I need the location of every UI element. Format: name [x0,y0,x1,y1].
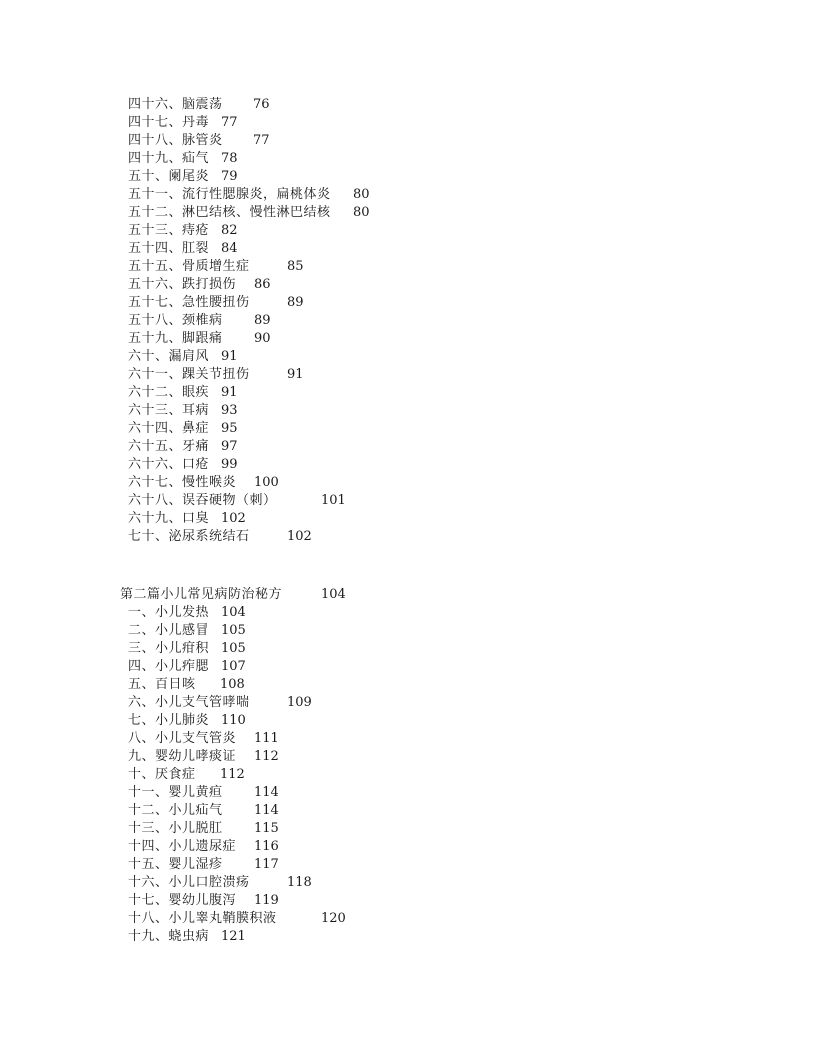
toc-entry [128,510,246,528]
toc-entry-title: 四十九、疝气 [128,151,210,166]
toc-entry [128,384,238,402]
toc-entry-page: 120 [321,911,346,926]
toc-entry-page: 101 [321,493,346,508]
toc-entry-page: 102 [221,511,246,526]
toc-entry [128,294,304,312]
toc-entry-page: 111 [254,731,279,746]
toc-entry [128,658,246,676]
toc-entry-title: 五十九、脚跟痛 [128,331,223,346]
toc-entry-page: 76 [253,97,270,112]
toc-entry-page: 104 [221,605,246,620]
toc-entry-title: 四十八、脉管炎 [128,133,223,148]
toc-entry [128,168,238,186]
toc-entry [128,114,238,132]
toc-entry-page: 99 [221,457,238,472]
toc-entry-title: 六、小儿支气管哮喘 [128,695,250,710]
toc-entry-page: 110 [221,713,246,728]
toc-entry-title: 五十二、淋巴结核、慢性淋巴结核 [128,205,331,220]
toc-entry-page: 107 [221,659,246,674]
toc-entry-page: 89 [287,295,304,310]
toc-entry-title: 六十四、鼻症 [128,421,210,436]
toc-entry-page: 121 [221,929,246,944]
toc-entry-title: 一、小儿发热 [128,605,210,620]
toc-entry [128,222,238,240]
toc-entry-page: 109 [287,695,312,710]
toc-entry-title: 四十七、丹毒 [128,115,210,130]
toc-entry-title: 七、小儿肺炎 [128,713,210,728]
toc-entry [128,420,238,438]
toc-entry [128,874,312,892]
toc-entry [128,492,346,510]
toc-entry-page: 85 [287,259,304,274]
toc-entry-page: 91 [287,367,304,382]
toc-entry-page: 112 [220,767,245,782]
toc-entry-page: 102 [287,529,312,544]
toc-entry-page: 97 [221,439,238,454]
toc-entry-page: 91 [221,385,238,400]
toc-entry [128,622,246,640]
toc-entry [128,132,270,150]
toc-entry [128,474,279,492]
toc-entry-title: 五十六、跌打损伤 [128,277,237,292]
toc-entry-title: 五十五、骨质增生症 [128,259,250,274]
toc-entry-title: 二、小儿感冒 [128,623,210,638]
toc-entry-title: 五十一、流行性腮腺炎，扁桃体炎 [128,187,331,202]
toc-entry-title: 十三、小儿脱肛 [128,821,223,836]
toc-entry-page: 79 [221,169,238,184]
toc-entry-page: 114 [254,803,279,818]
toc-entry-page: 112 [254,749,279,764]
toc-entry [128,928,246,946]
toc-entry-title: 六十八、误吞硬物（刺） [128,493,277,508]
toc-entry [128,330,271,348]
toc-entry-page: 108 [220,677,245,692]
toc-entry-title: 六十七、慢性喉炎 [128,475,237,490]
toc-entry-title: 九、婴幼儿哮痰证 [128,749,237,764]
toc-entry [128,366,304,384]
toc-entry [128,712,246,730]
toc-entry [128,240,238,258]
toc-entry-page: 89 [254,313,271,328]
toc-entry [128,96,270,114]
toc-entry-title: 六十、漏肩风 [128,349,210,364]
toc-entry-page: 114 [254,785,279,800]
toc-entry-title: 三、小儿疳积 [128,641,210,656]
toc-entry [128,748,279,766]
toc-entry-title: 五十、阑尾炎 [128,169,210,184]
toc-entry [128,186,370,204]
toc-entry-page: 116 [254,839,279,854]
toc-entry-title: 四十六、脑震荡 [128,97,223,112]
toc-entry-title: 五十八、颈椎病 [128,313,223,328]
toc-entry-title: 十五、婴儿湿疹 [128,857,223,872]
toc-entry-page: 78 [221,151,238,166]
toc-entry-page: 82 [221,223,238,238]
toc-entry-title: 十一、婴儿黄疸 [128,785,223,800]
toc-entry-page: 86 [254,277,271,292]
toc-entry [128,694,312,712]
toc-entry-page: 95 [221,421,238,436]
toc-entry-title: 五十四、肛裂 [128,241,210,256]
toc-entry-title: 八、小儿支气管炎 [128,731,237,746]
toc-entry-title: 七十、泌尿系统结石 [128,529,250,544]
toc-entry-title: 十四、小儿遗尿症 [128,839,237,854]
toc-entry-title: 五十七、急性腰扭伤 [128,295,250,310]
toc-entry [128,730,279,748]
toc-entry-title: 十九、蛲虫病 [128,929,210,944]
toc-entry [128,802,279,820]
toc-entry-page: 100 [254,475,279,490]
toc-entry [128,856,279,874]
toc-entry-page: 105 [221,641,246,656]
toc-entry-title: 六十五、牙痛 [128,439,210,454]
toc-entry [128,456,238,474]
toc-entry [128,676,245,694]
toc-entry-page: 91 [221,349,238,364]
toc-entry [128,604,246,622]
toc-entry-title: 四、小儿痄腮 [128,659,210,674]
toc-entry [128,784,279,802]
toc-section-page: 104 [321,587,346,602]
toc-entry [128,312,271,330]
toc-entry-title: 十六、小儿口腔溃疡 [128,875,250,890]
toc-entry-title: 六十六、口疮 [128,457,210,472]
toc-entry [128,838,279,856]
toc-entry-page: 77 [221,115,238,130]
toc-entry-title: 十、厌食症 [128,767,196,782]
toc-entry-page: 118 [287,875,312,890]
toc-entry [128,258,304,276]
toc-entry [128,528,312,546]
toc-entry-title: 十二、小儿疝气 [128,803,223,818]
toc-entry [128,348,238,366]
toc-entry-page: 117 [254,857,279,872]
toc-entry [128,640,246,658]
toc-entry-page: 90 [254,331,271,346]
toc-entry-page: 105 [221,623,246,638]
toc-entry [128,276,271,294]
toc-entry [128,910,346,928]
toc-entry-page: 93 [221,403,238,418]
toc-entry [128,766,245,784]
toc-entry-title: 十八、小儿睾丸鞘膜积液 [128,911,277,926]
toc-entry-title: 五十三、痔疮 [128,223,210,238]
toc-entry-page: 80 [353,205,370,220]
toc-section-heading [120,586,346,604]
toc-entry-page: 77 [253,133,270,148]
toc-entry-title: 六十一、踝关节扭伤 [128,367,250,382]
toc-entry [128,150,238,168]
toc-entry-page: 80 [353,187,370,202]
toc-entry-page: 84 [221,241,238,256]
toc-entry [128,438,238,456]
toc-entry [128,402,238,420]
toc-entry-page: 115 [254,821,279,836]
toc-entry [128,892,279,910]
toc-entry-title: 五、百日咳 [128,677,196,692]
toc-entry-title: 六十二、眼疾 [128,385,210,400]
toc-entry-page: 119 [254,893,279,908]
toc-section-title: 第二篇小儿常见病防治秘方 [120,587,283,602]
toc-entry-title: 六十三、耳病 [128,403,210,418]
toc-entry [128,204,370,222]
toc-entry-title: 十七、婴幼儿腹泻 [128,893,237,908]
toc-entry-title: 六十九、口臭 [128,511,210,526]
toc-entry [128,820,279,838]
